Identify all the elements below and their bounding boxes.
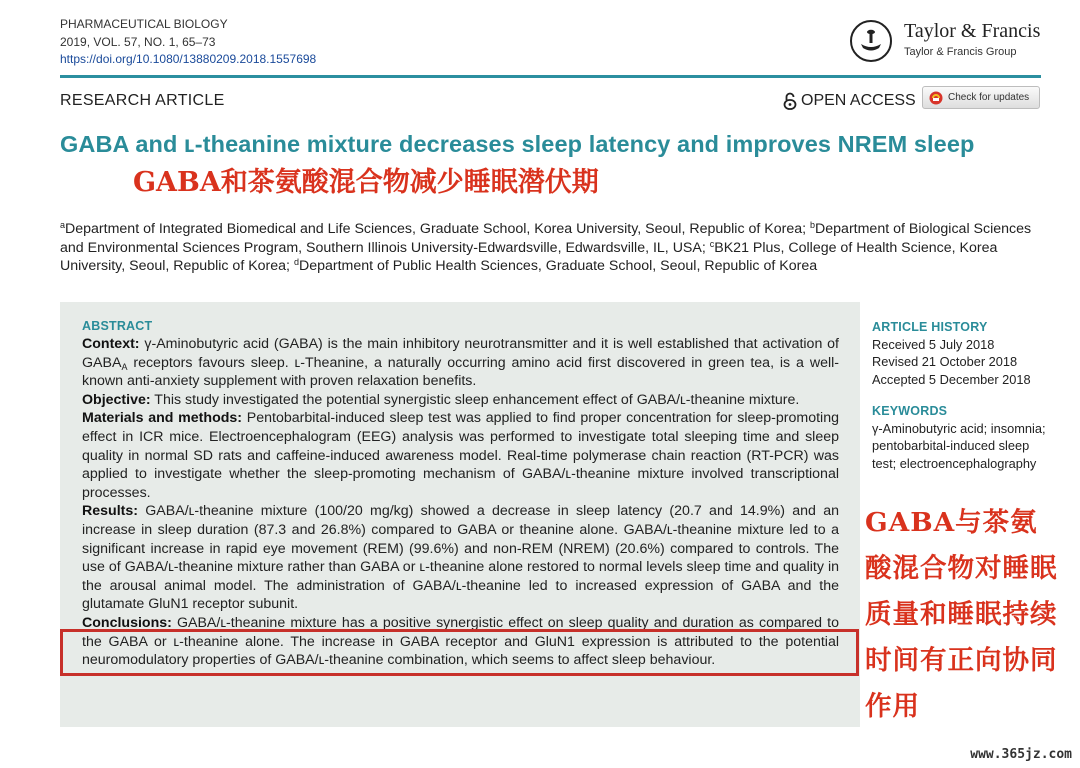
publisher-logo bbox=[850, 18, 1050, 68]
results-label: Results: bbox=[82, 503, 138, 520]
keywords-list: γ-Aminobutyric acid; insomnia; pentobarbital-induced sleep test; electroencephalography bbox=[872, 421, 1046, 471]
keywords-heading: KEYWORDS bbox=[872, 404, 948, 418]
affiliation-b: Department of Biological Sciences and Environmental Sciences Program, Southern Illinois University-Edwardsville, Edwardsville, IL, USA; bbox=[60, 221, 1032, 256]
revised-date: Revised 21 October 2018 bbox=[872, 354, 1018, 370]
affiliation-mark: a bbox=[60, 220, 66, 230]
journal-issue: 2019, VOL. 57, NO. 1, 65–73 bbox=[60, 34, 216, 49]
article-title: GABA and ʟ-theanine mixture decreases sleep latency and improves NREM sleep bbox=[60, 131, 975, 157]
journal-name: PHARMACEUTICAL BIOLOGY bbox=[60, 17, 228, 31]
check-for-updates-button[interactable] bbox=[922, 86, 1040, 109]
context-label: Context: bbox=[82, 336, 140, 352]
results-text: GABA/ʟ-theanine mixture (100/20 mg/kg) showed a decrease in sleep latency (20.7 and 14.9%) and an increase in sleep duration (87.3 and 26.8%) compared to GABA or theanine alone. GABA/ʟ-theanine mixture led to a significant increase in rapid eye movement (REM) (99.6%) and non-REM (NREM) (20.6%) compared to controls. The use of GABA/ʟ-theanine mixture rather than GABA or ʟ-theanine alone restored to normal levels sleep time and quality in the arousal animal model. The administration of GABA/ʟ-theanine led to increased expression of GABA and the glutamate GluN1 receptor subunit. bbox=[82, 503, 839, 613]
publisher-logo-icon bbox=[850, 20, 892, 62]
doi-link[interactable]: https://doi.org/10.1080/13880209.2018.1557698 bbox=[60, 52, 317, 66]
open-lock-icon bbox=[783, 92, 797, 110]
article-type: RESEARCH ARTICLE bbox=[60, 92, 225, 109]
check-updates-icon bbox=[929, 91, 943, 105]
abstract-objective bbox=[82, 391, 839, 410]
check-updates-label: Check for updates bbox=[948, 92, 1030, 103]
publisher-name: Taylor & Francis bbox=[904, 20, 1041, 42]
context-text-cont: receptors favours sleep. ʟ-Theanine, a naturally occurring amino acid first discovered in green tea, is a well-known anti-anxiety supplement with proven relaxation benefits. bbox=[82, 354, 839, 390]
journal-info bbox=[60, 16, 316, 69]
open-access-text: OPEN ACCESS bbox=[801, 92, 916, 109]
article-title-translation: GABA和茶氨酸混合物减少睡眠潜伏期 bbox=[133, 167, 599, 198]
conclusions-text: GABA/ʟ-theanine mixture has a positive synergistic effect on sleep quality and duration as compared to the GABA or ʟ-theanine alone. The increase in GABA receptor and GluN1 expression is attributed to the potential neuromodulatory properties of GABA/ʟ-theanine combination, which seems to affect sleep behaviour. bbox=[82, 614, 839, 669]
context-subscript: A bbox=[121, 361, 128, 372]
methods-label: Materials and methods: bbox=[82, 410, 243, 427]
open-access-label bbox=[783, 92, 916, 110]
affiliation-mark: d bbox=[293, 257, 299, 267]
abstract-methods bbox=[82, 409, 839, 502]
accepted-date: Accepted 5 December 2018 bbox=[872, 371, 1031, 387]
abstract-heading: ABSTRACT bbox=[82, 319, 153, 333]
article-history-heading: ARTICLE HISTORY bbox=[872, 320, 988, 334]
watermark: www.365jz.com bbox=[970, 747, 1072, 762]
header-divider bbox=[60, 75, 1041, 78]
methods-text: Pentobarbital-induced sleep test was applied to find proper concentration for sleep-promoting effect in ICR mice. Electroencephalogram (EEG) analysis was performed to investigate total sleeping time and sleep quality in normal SD rats and caffeine-induced awareness model. Real-time polymerase chain reaction (RT-PCR) was applied to investigate whether the sleep-promoting mechanism of GABA/ʟ-theanine mixture involved transcriptional processes. bbox=[82, 410, 839, 501]
conclusion-annotation: GABA与茶氨酸混合物对睡眠质量和睡眠持续时间有正向协同作用 bbox=[865, 507, 1058, 722]
affiliation-a: Department of Integrated Biomedical and Life Sciences, Graduate School, Korea University, Seoul, Republic of Korea; bbox=[65, 221, 811, 237]
affiliation-c: BK21 Plus, College of Health Science, Korea University, Seoul, Republic of Korea; bbox=[60, 239, 998, 274]
affiliation-mark: b bbox=[810, 220, 816, 230]
publisher-group: Taylor & Francis Group bbox=[904, 46, 1017, 58]
context-text: γ-Aminobutyric acid (GABA) is the main inhibitory neurotransmitter and it is well established that activation of GABA bbox=[82, 336, 839, 371]
conclusions-label: Conclusions: bbox=[82, 614, 172, 631]
affiliation-d: Department of Public Health Sciences, Graduate School, Seoul, Republic of Korea bbox=[298, 258, 818, 274]
abstract-body bbox=[82, 335, 839, 670]
abstract-results bbox=[82, 502, 839, 614]
conclusions-highlight-box bbox=[60, 629, 859, 676]
received-date: Received 5 July 2018 bbox=[872, 337, 995, 352]
article-history bbox=[872, 336, 1031, 388]
objective-label: Objective: bbox=[82, 391, 151, 408]
objective-text: This study investigated the potential synergistic sleep enhancement effect of GABA/ʟ-theanine mixture. bbox=[150, 391, 800, 408]
affiliations bbox=[60, 220, 1045, 276]
affiliation-mark: c bbox=[709, 238, 715, 249]
abstract-context bbox=[82, 335, 839, 391]
